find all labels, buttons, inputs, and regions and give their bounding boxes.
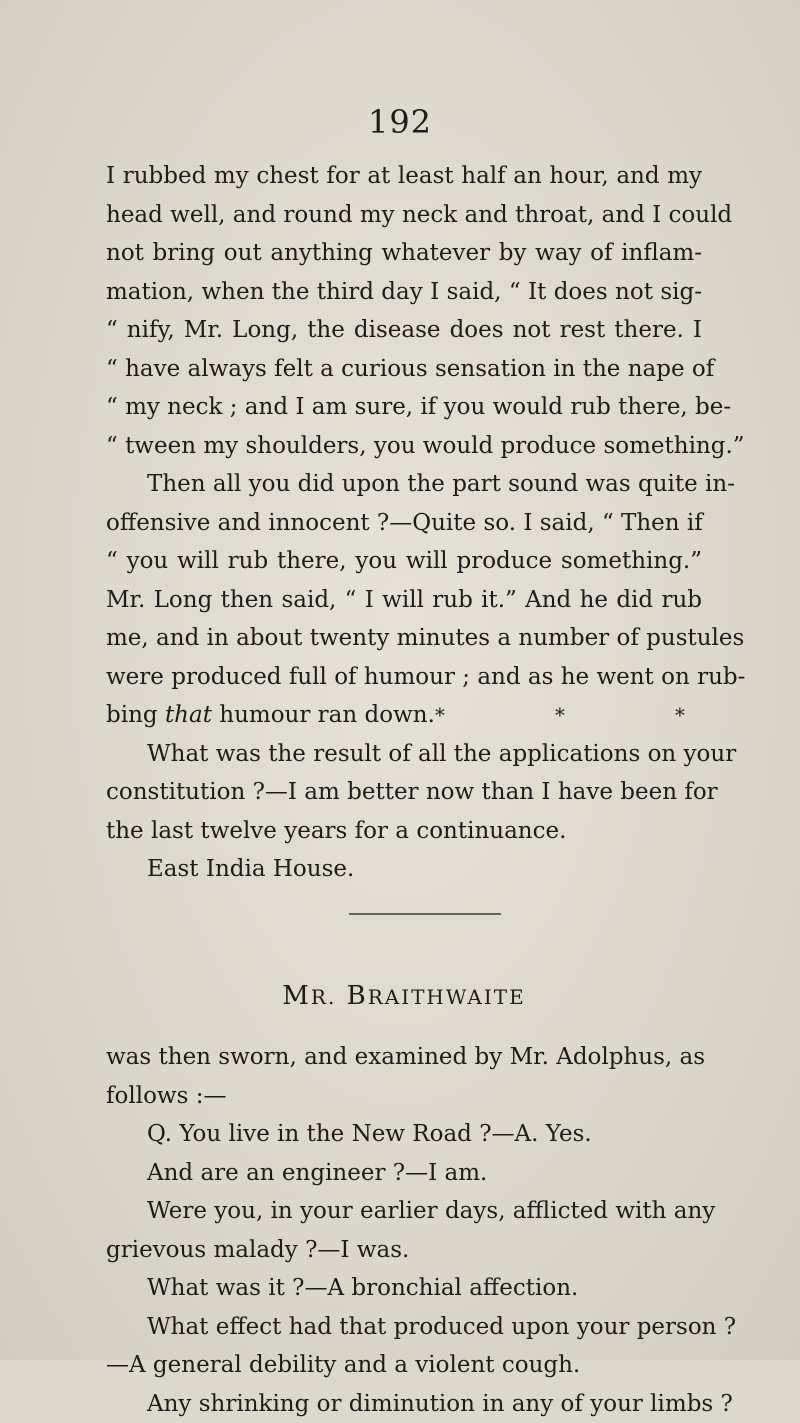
- text-block-upper: [106, 157, 702, 1423]
- text-line: “ my neck ; and I am sure, if you would rub there, be-: [106, 388, 702, 427]
- text-line: East India House.: [106, 850, 702, 889]
- testimony-line: And are an engineer ?—I am.: [106, 1154, 702, 1193]
- text-line: not bring out anything whatever by way of inflam-: [106, 234, 702, 273]
- text-line: were produced full of humour ; and as he went on rub-: [106, 658, 702, 697]
- text-line: mation, when the third day I said, “ It does not sig-: [106, 273, 702, 312]
- heading-part: M: [282, 981, 311, 1011]
- text-line: Mr. Long then said, “ I will rub it.” And he did rub: [106, 581, 702, 620]
- text-line: head well, and round my neck and throat, and I could: [106, 196, 702, 235]
- text-line: “ have always felt a curious sensation in the nape of: [106, 350, 702, 389]
- text-line: “ you will rub there, you will produce something.”: [106, 542, 702, 581]
- asterisk: *: [555, 696, 675, 735]
- text-line: offensive and innocent ?—Quite so. I said, “ Then if: [106, 504, 702, 543]
- testimony-line: Any shrinking or diminution in any of your limbs ?: [106, 1385, 702, 1423]
- text-line: What was the result of all the applications on your: [106, 735, 702, 774]
- section-divider: [349, 913, 501, 915]
- text-line: Then all you did upon the part sound was quite in-: [106, 465, 702, 504]
- asterisk: *: [675, 696, 795, 735]
- text-line: “ nify, Mr. Long, the disease does not rest there. I: [106, 311, 702, 350]
- page-number: 192: [0, 103, 800, 141]
- italic-word: that: [165, 702, 212, 728]
- heading-part: B: [347, 981, 368, 1011]
- testimony-line: Q. You live in the New Road ?—A. Yes.: [106, 1115, 702, 1154]
- testimony-line: was then sworn, and examined by Mr. Adolphus, as: [106, 1038, 702, 1077]
- testimony-line: What effect had that produced upon your person ?: [106, 1308, 702, 1347]
- heading-part: RAITHWAITE: [368, 985, 526, 1009]
- witness-heading: [106, 977, 702, 1017]
- testimony-line: —A general debility and a violent cough.: [106, 1346, 702, 1385]
- testimony-line: What was it ?—A bronchial affection.: [106, 1269, 702, 1308]
- text-line: “ tween my shoulders, you would produce something.”: [106, 427, 702, 466]
- text-line: the last twelve years for a continuance.: [106, 812, 702, 851]
- text-line: I rubbed my chest for at least half an hour, and my: [106, 157, 702, 196]
- testimony-line: grievous malady ?—I was.: [106, 1231, 702, 1270]
- paragraph-group-2: [106, 735, 702, 889]
- text-line-rubbing: [106, 696, 702, 735]
- heading-part: R.: [311, 985, 336, 1009]
- text-fragment: bing: [106, 702, 165, 728]
- testimony-line: Were you, in your earlier days, afflicted with any: [106, 1192, 702, 1231]
- text-fragment: humour ran down.: [212, 702, 435, 728]
- text-line: constitution ?—I am better now than I have been for: [106, 773, 702, 812]
- testimony-line: follows :—: [106, 1077, 702, 1116]
- paragraph-group-1: [106, 157, 702, 696]
- testimony-text: [106, 1038, 702, 1423]
- text-line: me, and in about twenty minutes a number of pustules: [106, 619, 702, 658]
- asterisk: *: [435, 696, 555, 735]
